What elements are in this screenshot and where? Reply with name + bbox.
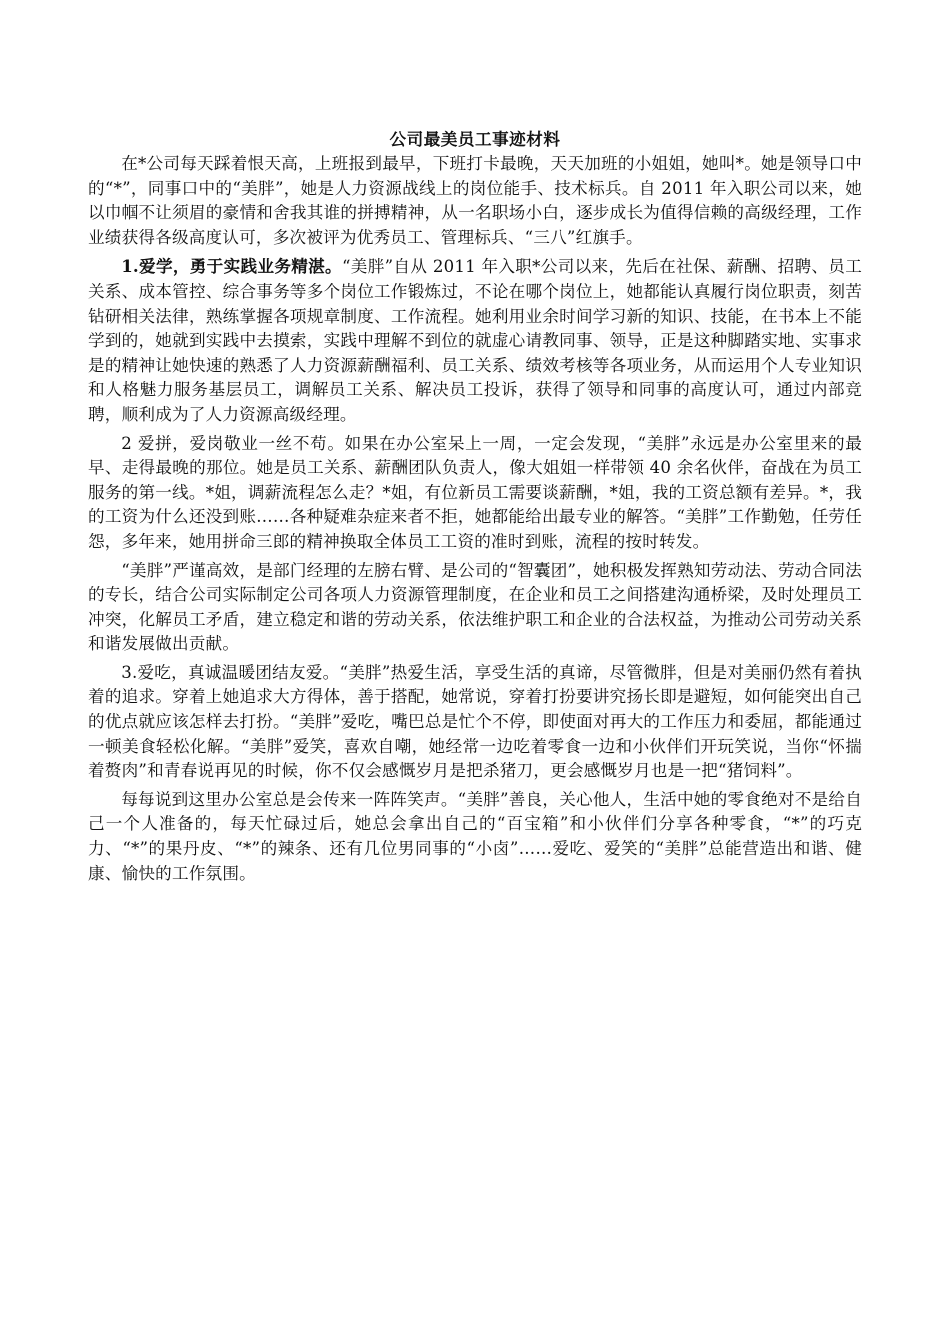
section-3b-paragraph: 每每说到这里办公室总是会传来一阵阵笑声。“美胖”善良，关心他人，生活中她的零食绝对不是给自己一个人准备的，每天忙碌过后，她总会拿出自己的“百宝箱”和小伙伴们分享各种零食，“*”的巧克力、“*”的果丹皮、“*”的辣条、还有几位男同事的“小卤”……爱吃、爱笑的“美胖”总能营造出和谐、健康、愉快的工作氛围。 bbox=[88, 789, 862, 883]
section-2-paragraph: 2 爱拼，爱岗敬业一丝不苟。如果在办公室呆上一周，一定会发现，“美胖”永远是办公室里来的最早、走得最晚的那位。她是员工关系、薪酬团队负责人，像大姐姐一样带领 40 余名伙伴，奋战在为员工服务的第一线。*姐，调薪流程怎么走？*姐，有位新员工需要谈薪酬，*姐，我的工资总额有差异。*，我的工资为什么还没到账……各种疑难杂症来者不拒，她都能给出最专业的解答。“美胖”工作勤勉，任劳任怨，多年来，她用拼命三郎的精神换取全体员工工资的准时到账，流程的按时转发。 bbox=[88, 433, 862, 551]
section-1-body: “美胖”自从 2011 年入职*公司以来，先后在社保、薪酬、招聘、员工关系、成本管控、综合事务等多个岗位工作锻炼过，不论在哪个岗位上，她都能认真履行岗位职责，刻苦钻研相关法律，熟练掌握各项规章制度、工作流程。她利用业余时间学习新的知识、技能，在书本上不能学到的，她就到实践中去摸索，实践中理解不到位的就虚心请教同事、领导，正是这种脚踏实地、实事求是的精神让她快速的熟悉了人力资源薪酬福利、员工关系、绩效考核等各项业务，从而运用个人专业知识和人格魅力服务基层员工，调解员工关系、解决员工投诉，获得了领导和同事的高度认可，通过内部竞聘，顺利成为了人力资源高级经理。 bbox=[88, 257, 863, 424]
section-2b-paragraph: “美胖”严谨高效，是部门经理的左膀右臂、是公司的“智囊团”，她积极发挥熟知劳动法、劳动合同法的专长，结合公司实际制定公司各项人力资源管理制度，在企业和员工之间搭建沟通桥梁，及时处理员工冲突，化解员工矛盾，建立稳定和谐的劳动关系，依法维护职工和企业的合法权益，为推动公司劳动关系和谐发展做出贡献。 bbox=[88, 560, 862, 654]
document-title: 公司最美员工事迹材料 bbox=[389, 129, 561, 149]
section-3-paragraph: 3.爱吃，真诚温暖团结友爱。“美胖”热爱生活，享受生活的真谛，尽管微胖，但是对美丽仍然有着执着的追求。穿着上她追求大方得体，善于搭配，她常说，穿着打扮要讲究扬长即是避短，如何能突出自己的优点就应该怎样去打扮。“美胖”爱吃，嘴巴总是忙个不停，即使面对再大的工作压力和委屈，都能通过一顿美食轻松化解。“美胖”爱笑，喜欢自嘲，她经常一边吃着零食一边和小伙伴们开玩笑说，当你“怀揣着赘肉”和青春说再见的时候，你不仅会感慨岁月是把杀猪刀，更会感慨岁月也是一把“猪饲料”。 bbox=[88, 662, 862, 781]
section-1-paragraph bbox=[88, 254, 862, 427]
document-page bbox=[88, 128, 862, 886]
intro-paragraph: 在*公司每天踩着恨天高，上班报到最早，下班打卡最晚，天天加班的小姐姐，她叫*。她是领导口中的“*”，同事口中的“美胖”，她是人力资源战线上的岗位能手、技术标兵。自 2011 年入职公司以来，她以巾帼不让须眉的豪情和舍我其谁的拼搏精神，从一名职场小白，逐步成长为值得信赖的高级经理，工作业绩获得各级高度认可，多次被评为优秀员工、管理标兵、“三八”红旗手。 bbox=[88, 154, 862, 247]
section-1-heading: 1.爱学，勇于实践业务精湛。 bbox=[121, 256, 342, 277]
